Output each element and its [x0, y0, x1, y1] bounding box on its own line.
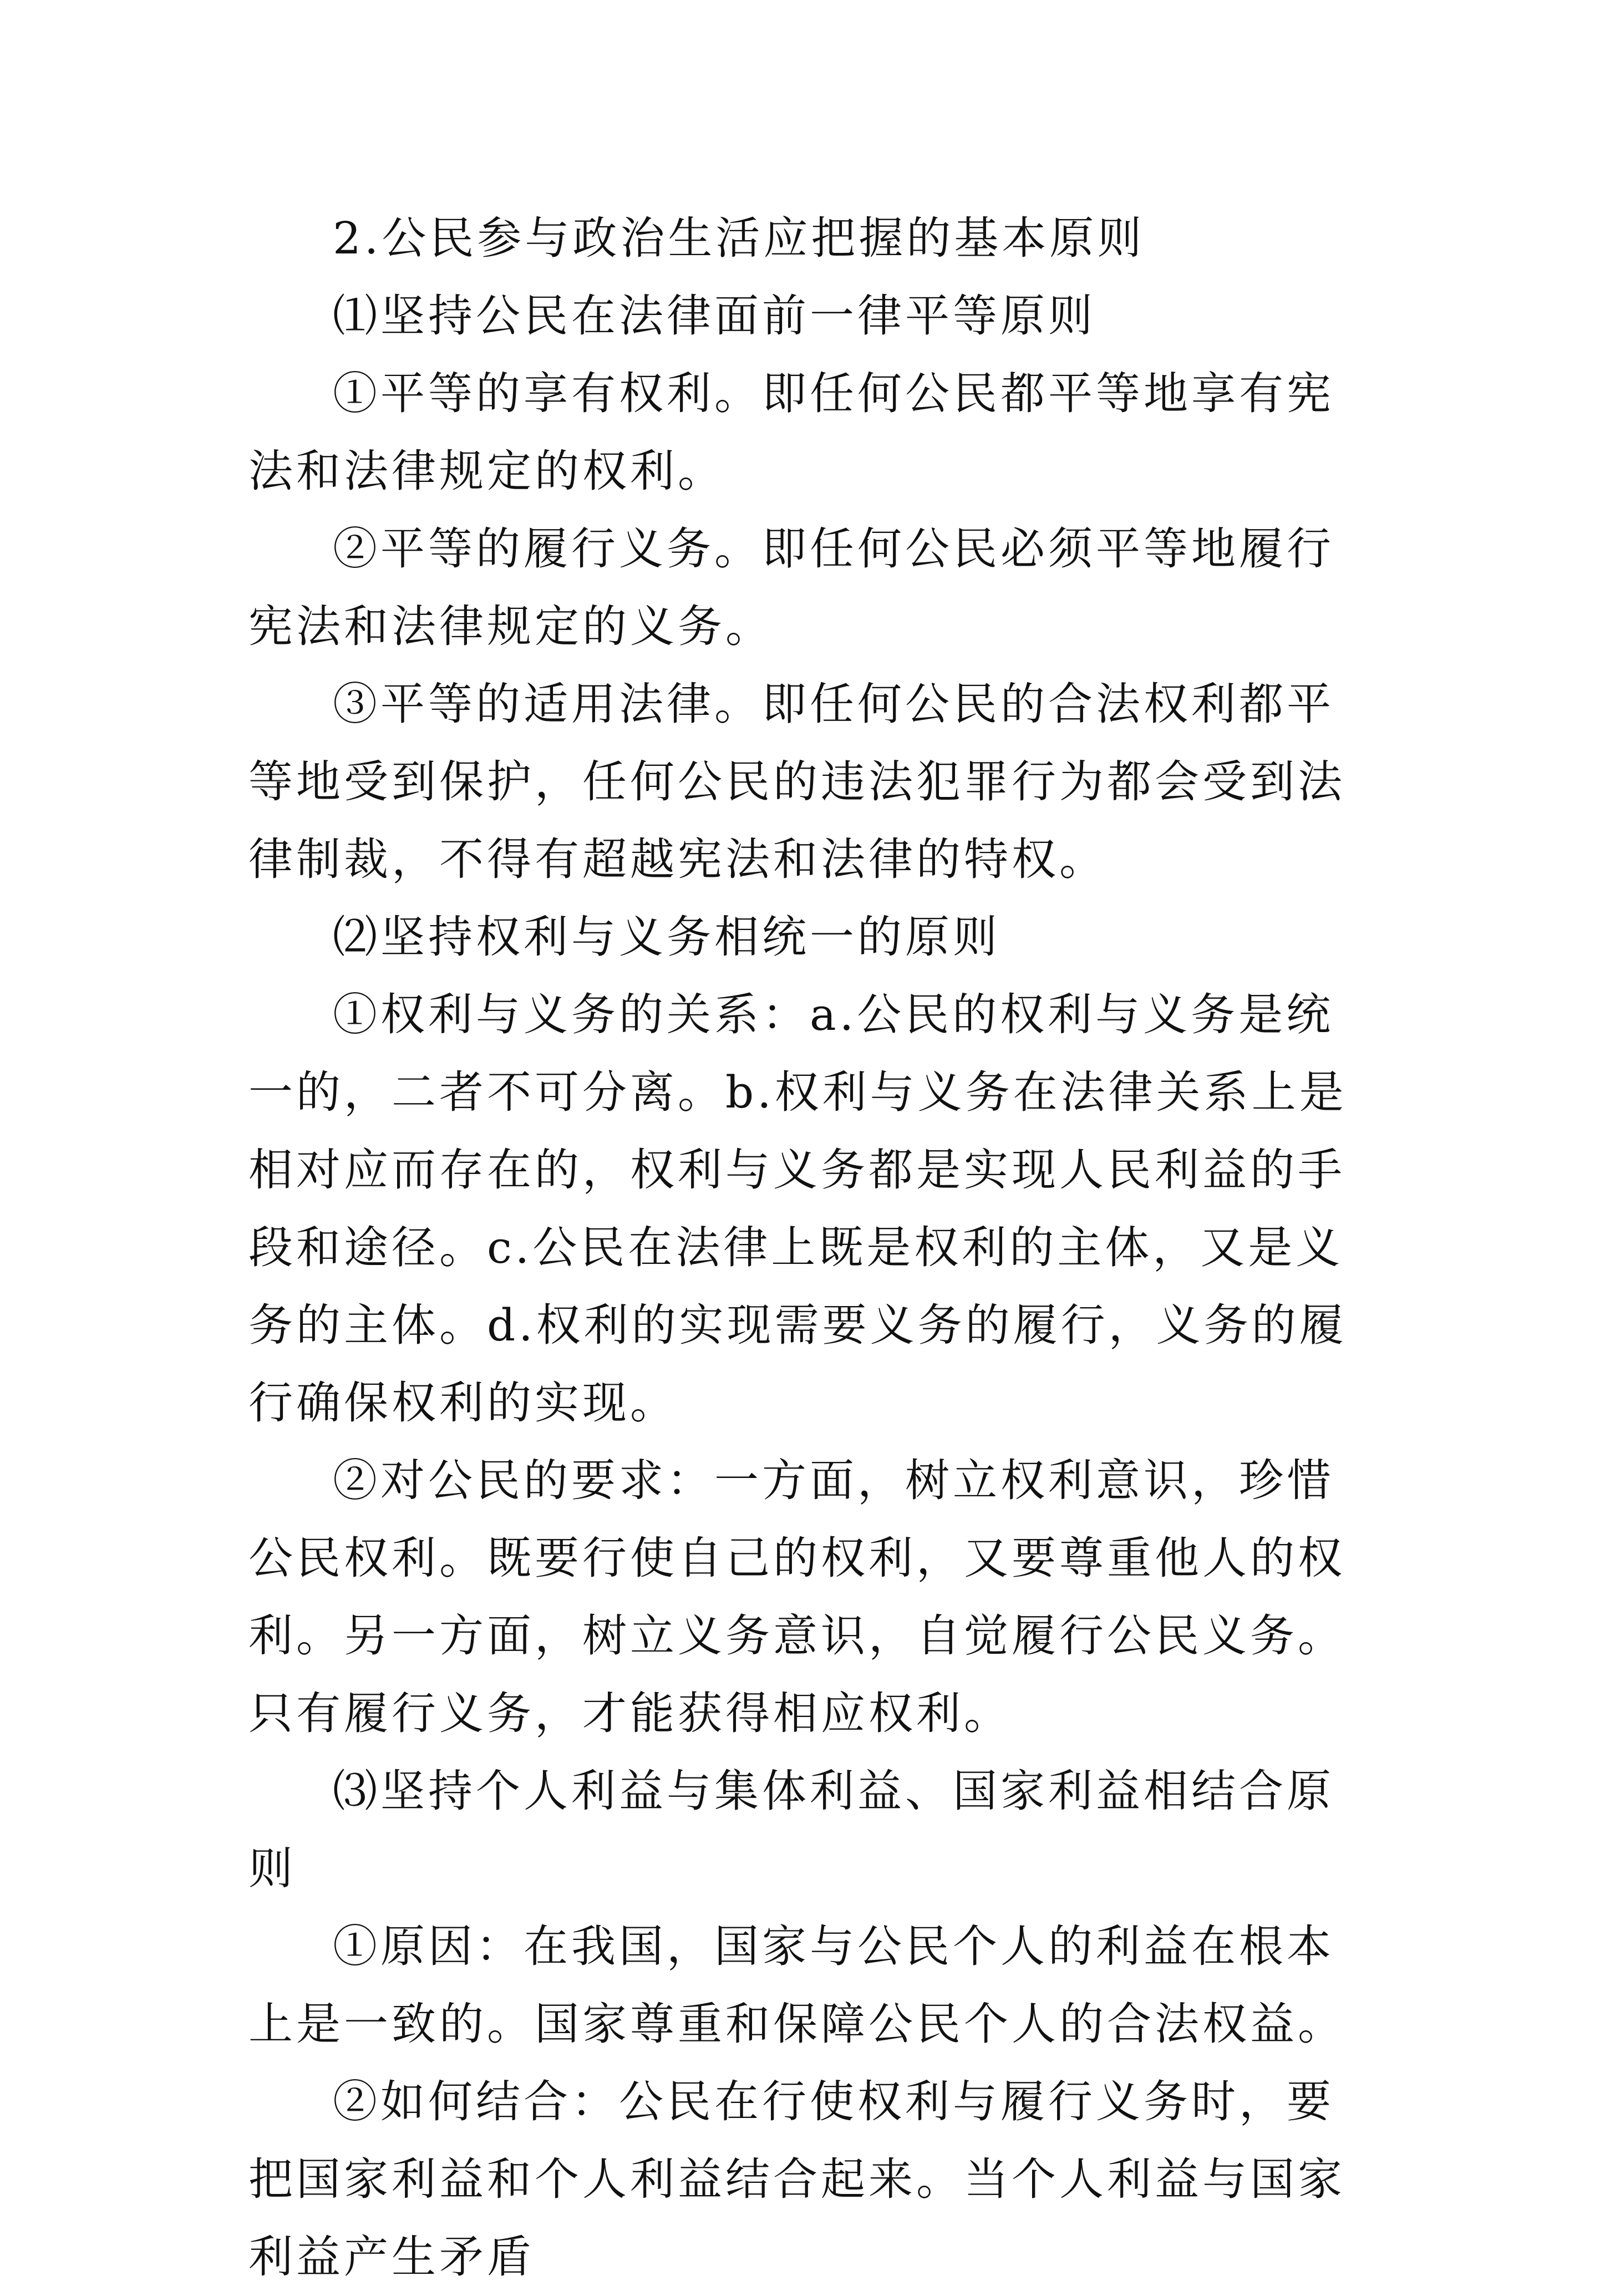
paragraph-how-to-combine: ②如何结合：公民在行使权利与履行义务时，要把国家利益和个人利益结合起来。当个人利益与国家利益产生矛盾: [248, 2076, 1345, 2283]
paragraph-equal-rights: ①平等的享有权利。即任何公民都平等地享有宪法和法律规定的权利。: [248, 368, 1334, 497]
paragraph-rights-duties-relation: ①权利与义务的关系：a.公民的权利与义务是统一的，二者不可分离。b.权利与义务在法律关系上是相对应而存在的，权利与义务都是实现人民利益的手段和途径。c.公民在法律上既是权利的主体，又是义务的主体。d.权利的实现需要义务的履行，义务的履行确保权利的实现。: [248, 989, 1347, 1429]
subheading-interest-principle: ⑶坚持个人利益与集体利益、国家利益相结合原则: [248, 1765, 1334, 1894]
paragraph-reason: ①原因：在我国，国家与公民个人的利益在根本上是一致的。国家尊重和保障公民个人的合法权益。: [248, 1921, 1345, 2050]
section-heading-principles: 2.公民参与政治生活应把握的基本原则: [333, 212, 1145, 264]
paragraph-equal-law: ③平等的适用法律。即任何公民的合法权利都平等地受到保护，任何公民的违法犯罪行为都会受到法律制裁，不得有超越宪法和法律的特权。: [248, 678, 1345, 885]
document-body: [248, 200, 1374, 2296]
paragraph-citizen-requirements: ②对公民的要求：一方面，树立权利意识，珍惜公民权利。既要行使自己的权利，又要尊重他人的权利。另一方面，树立义务意识，自觉履行公民义务。只有履行义务，才能获得相应权利。: [248, 1455, 1345, 1739]
subheading-rights-duties-principle: ⑵坚持权利与义务相统一的原则: [333, 911, 1000, 963]
subheading-equality-principle: ⑴坚持公民在法律面前一律平等原则: [333, 290, 1096, 342]
paragraph-equal-duties: ②平等的履行义务。即任何公民必须平等地履行宪法和法律规定的义务。: [248, 523, 1334, 652]
